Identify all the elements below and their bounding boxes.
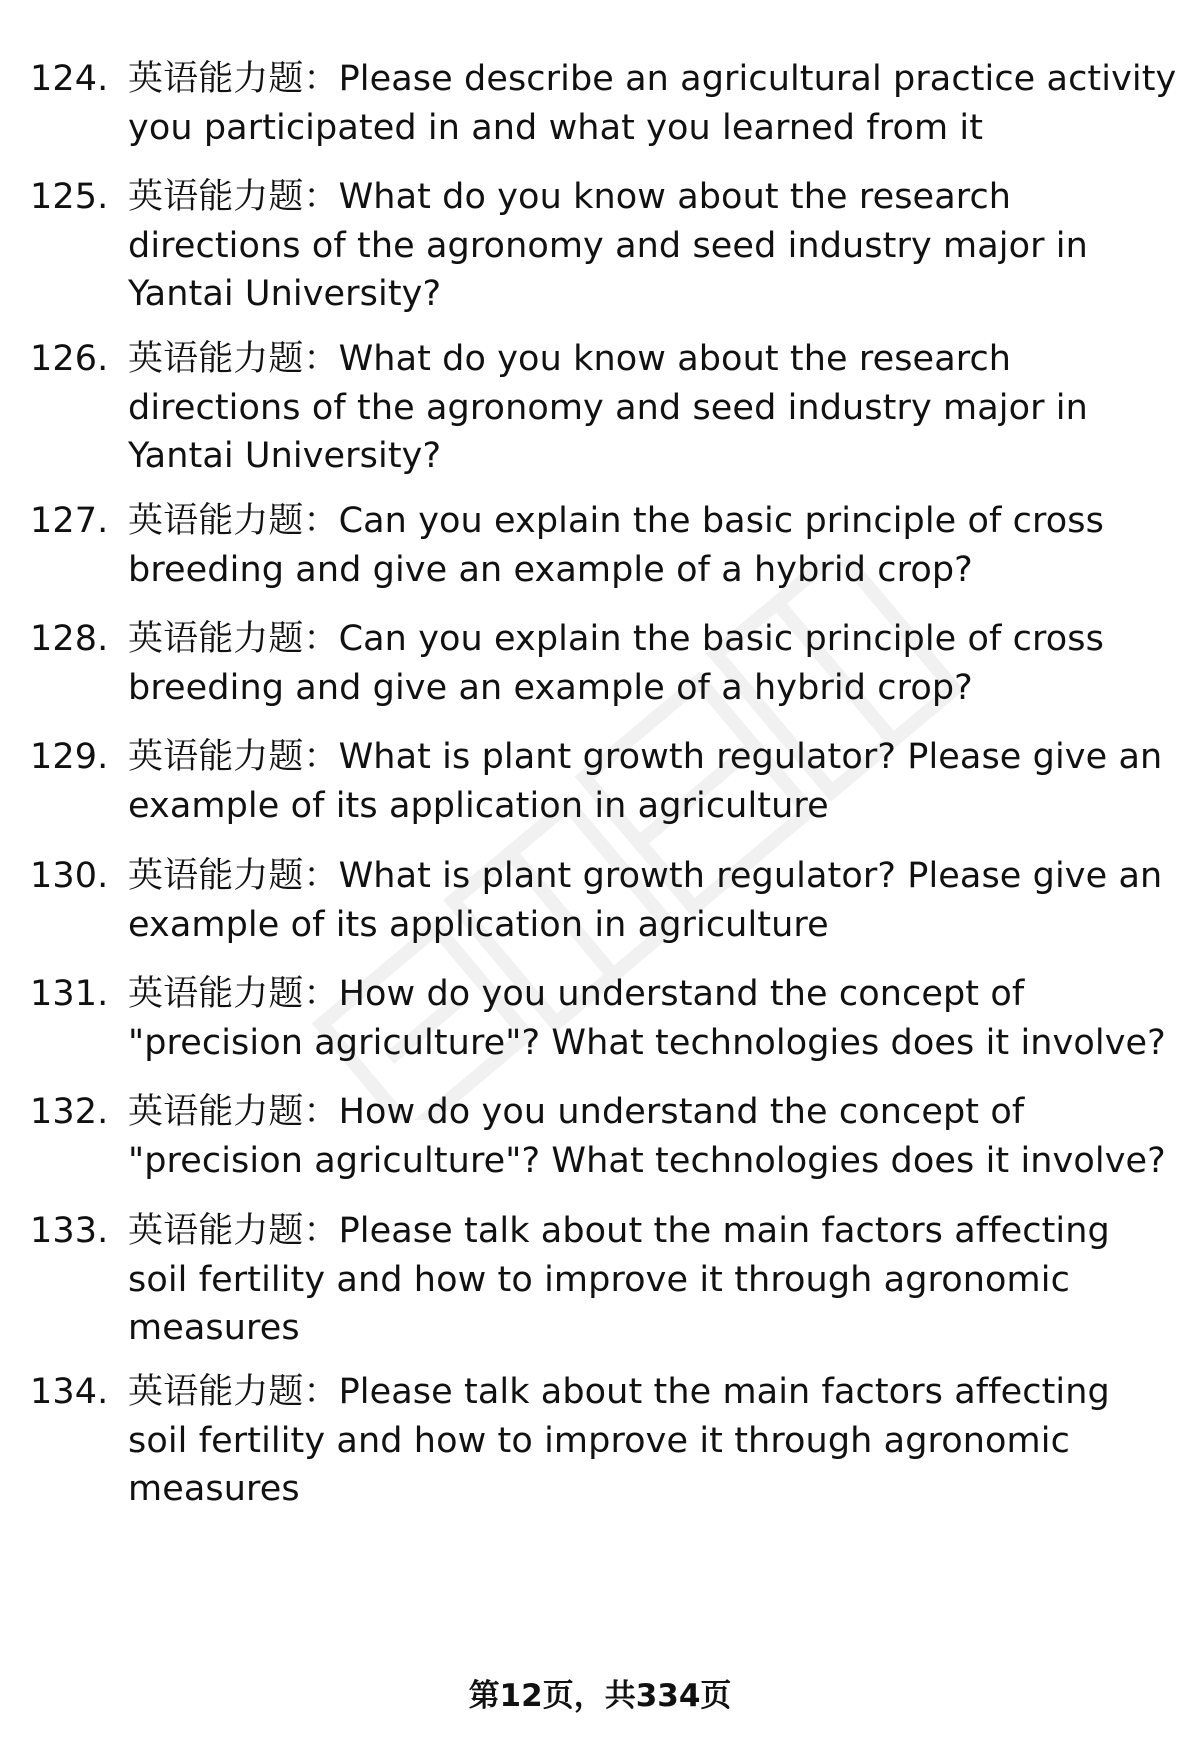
question-text: 英语能力题：What is plant growth regulator? Please give an example of its application in agriculture xyxy=(128,856,1163,945)
question-item xyxy=(30,1207,1180,1353)
question-item xyxy=(30,733,1180,830)
question-item xyxy=(30,1088,1180,1185)
question-number: 126. xyxy=(30,339,109,379)
question-item xyxy=(30,55,1180,152)
question-item xyxy=(30,335,1180,481)
question-item xyxy=(30,852,1180,949)
question-text: 英语能力题：How do you understand the concept of "precision agriculture"? What technologies does it involve? xyxy=(128,1092,1166,1181)
question-text: 英语能力题：What do you know about the research directions of the agronomy and seed industry major in Yantai University? xyxy=(128,177,1088,314)
question-number: 127. xyxy=(30,501,109,541)
question-number: 134. xyxy=(30,1372,109,1412)
question-text: 英语能力题：What do you know about the research directions of the agronomy and seed industry major in Yantai University? xyxy=(128,339,1088,476)
question-text: 英语能力题：What is plant growth regulator? Please give an example of its application in agriculture xyxy=(128,737,1163,826)
question-text: 英语能力题：How do you understand the concept of "precision agriculture"? What technologies does it involve? xyxy=(128,974,1166,1063)
question-text: 英语能力题：Can you explain the basic principle of cross breeding and give an example of a hybrid crop? xyxy=(128,619,1104,708)
question-item xyxy=(30,173,1180,319)
question-number: 133. xyxy=(30,1211,109,1251)
question-text: 英语能力题：Please talk about the main factors affecting soil fertility and how to improve it through agronomic measures xyxy=(128,1372,1110,1509)
question-text: 英语能力题：Please talk about the main factors affecting soil fertility and how to improve it through agronomic measures xyxy=(128,1211,1110,1348)
question-text: 英语能力题：Please describe an agricultural practice activity you participated in and what you learned from it xyxy=(128,59,1177,148)
question-text: 英语能力题：Can you explain the basic principle of cross breeding and give an example of a hybrid crop? xyxy=(128,501,1104,590)
question-number: 128. xyxy=(30,619,109,659)
question-number: 131. xyxy=(30,974,109,1014)
question-number: 124. xyxy=(30,59,109,99)
question-item xyxy=(30,497,1180,594)
question-item xyxy=(30,615,1180,712)
question-number: 129. xyxy=(30,737,109,777)
question-number: 130. xyxy=(30,856,109,896)
question-number: 125. xyxy=(30,177,109,217)
question-item xyxy=(30,1368,1180,1514)
page-footer: 第12页，共334页 xyxy=(468,1678,732,1714)
question-item xyxy=(30,970,1180,1067)
question-number: 132. xyxy=(30,1092,109,1132)
